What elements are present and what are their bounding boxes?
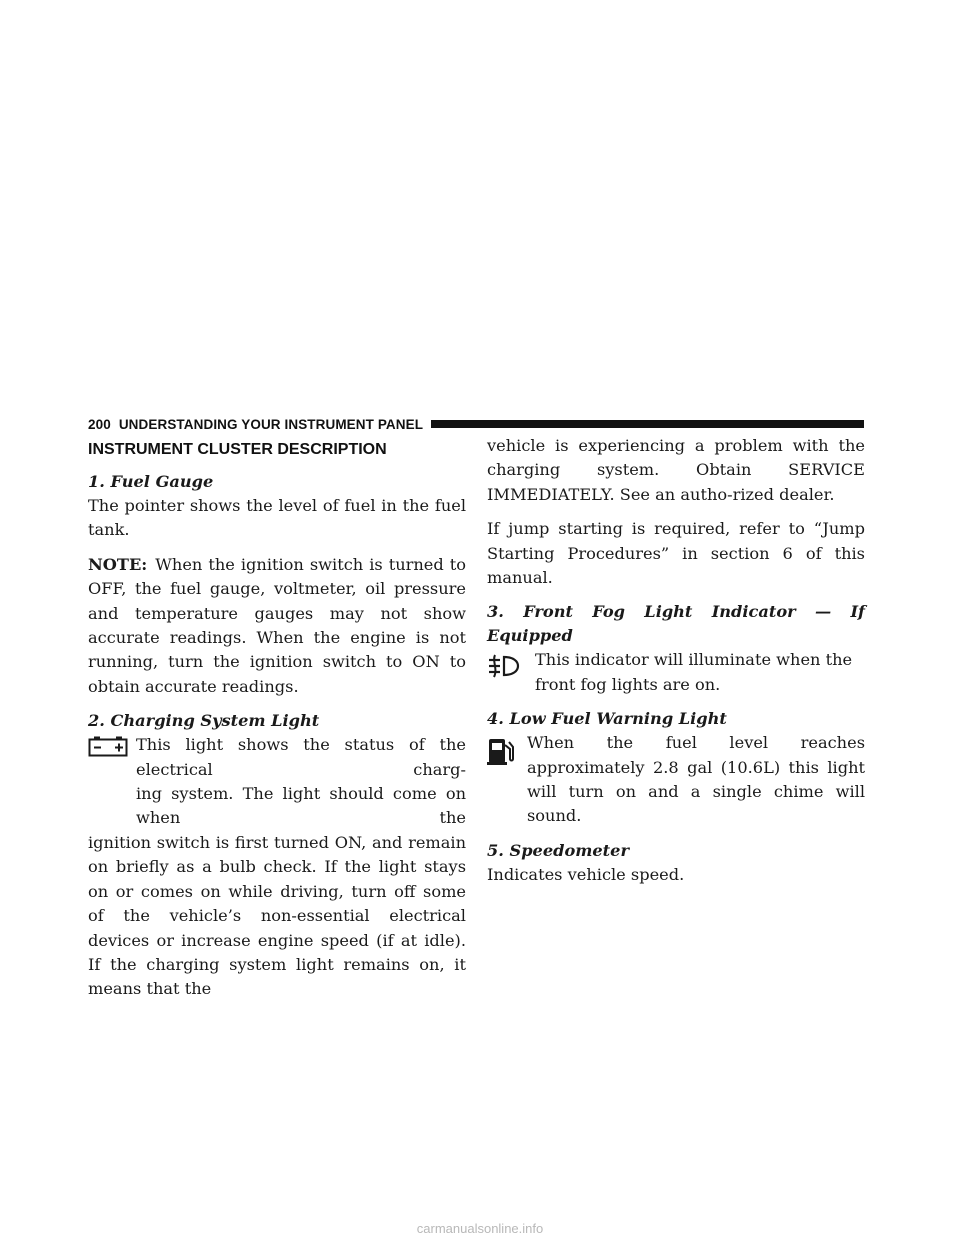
- fuel-gauge-text: The pointer shows the level of fuel in the fuel tank.: [88, 496, 466, 540]
- running-header: [88, 416, 864, 432]
- low-fuel-block: [487, 731, 865, 829]
- left-column: [88, 440, 466, 1002]
- low-fuel-text: When the fuel level reaches approximately 2.8 gal (10.6L) this light will turn on and a single chime will sound.: [527, 733, 865, 826]
- note-paragraph: [88, 553, 466, 699]
- charging-block: [88, 733, 466, 831]
- fog-light-icon: [487, 654, 521, 685]
- battery-icon: [88, 735, 128, 764]
- item-title-speedometer: 5. Speedometer: [487, 840, 629, 860]
- item-title-fog-light: 3. Front Fog Light Indicator — If Equipped: [487, 602, 865, 646]
- header-rule: [431, 420, 864, 428]
- fuel-pump-icon: [487, 735, 515, 772]
- charging-text-rest: ignition switch is first turned ON, and remain on briefly as a bulb check. If the light stays on or comes on while driving, turn off some of the vehicle’s non-essential electrical devices or increase engine speed (if at idle). If the charging system light remains on, it means that the: [88, 832, 466, 999]
- item-title-fuel-gauge: 1. Fuel Gauge: [88, 472, 214, 491]
- jump-start-text: If jump starting is required, refer to “Jump Starting Procedures” in section 6 of this manual.: [487, 519, 865, 588]
- charging-text-continued: vehicle is experiencing a problem with the charging system. Obtain SERVICE IMMEDIATELY. See an autho-rized dealer.: [487, 436, 865, 504]
- section-title: INSTRUMENT CLUSTER DESCRIPTION: [88, 441, 387, 458]
- charging-text-line1: This light shows the status of the electrical charg-: [136, 735, 466, 779]
- fog-light-block: [487, 648, 865, 697]
- item-title-low-fuel: 4. Low Fuel Warning Light: [487, 709, 727, 729]
- fog-light-text: This indicator will illuminate when the front fog lights are on.: [535, 650, 853, 694]
- footer-watermark: carmanualsonline.info: [416, 1221, 544, 1236]
- header-page-number: 200: [88, 416, 111, 432]
- right-column: [487, 436, 865, 887]
- note-label: NOTE:: [88, 554, 148, 574]
- header-section-title: UNDERSTANDING YOUR INSTRUMENT PANEL: [118, 416, 424, 432]
- note-text: When the ignition switch is turned to OFF, the fuel gauge, voltmeter, oil pressure and temperature gauges may not show accurate readings. When the engine is not running, turn the ignition switch to ON to obtain accurate readings.: [88, 554, 466, 696]
- speedometer-text: Indicates vehicle speed.: [487, 864, 685, 884]
- charging-text-line2: ing system. The light should come on when the: [136, 784, 466, 828]
- item-title-charging: 2. Charging System Light: [88, 711, 320, 731]
